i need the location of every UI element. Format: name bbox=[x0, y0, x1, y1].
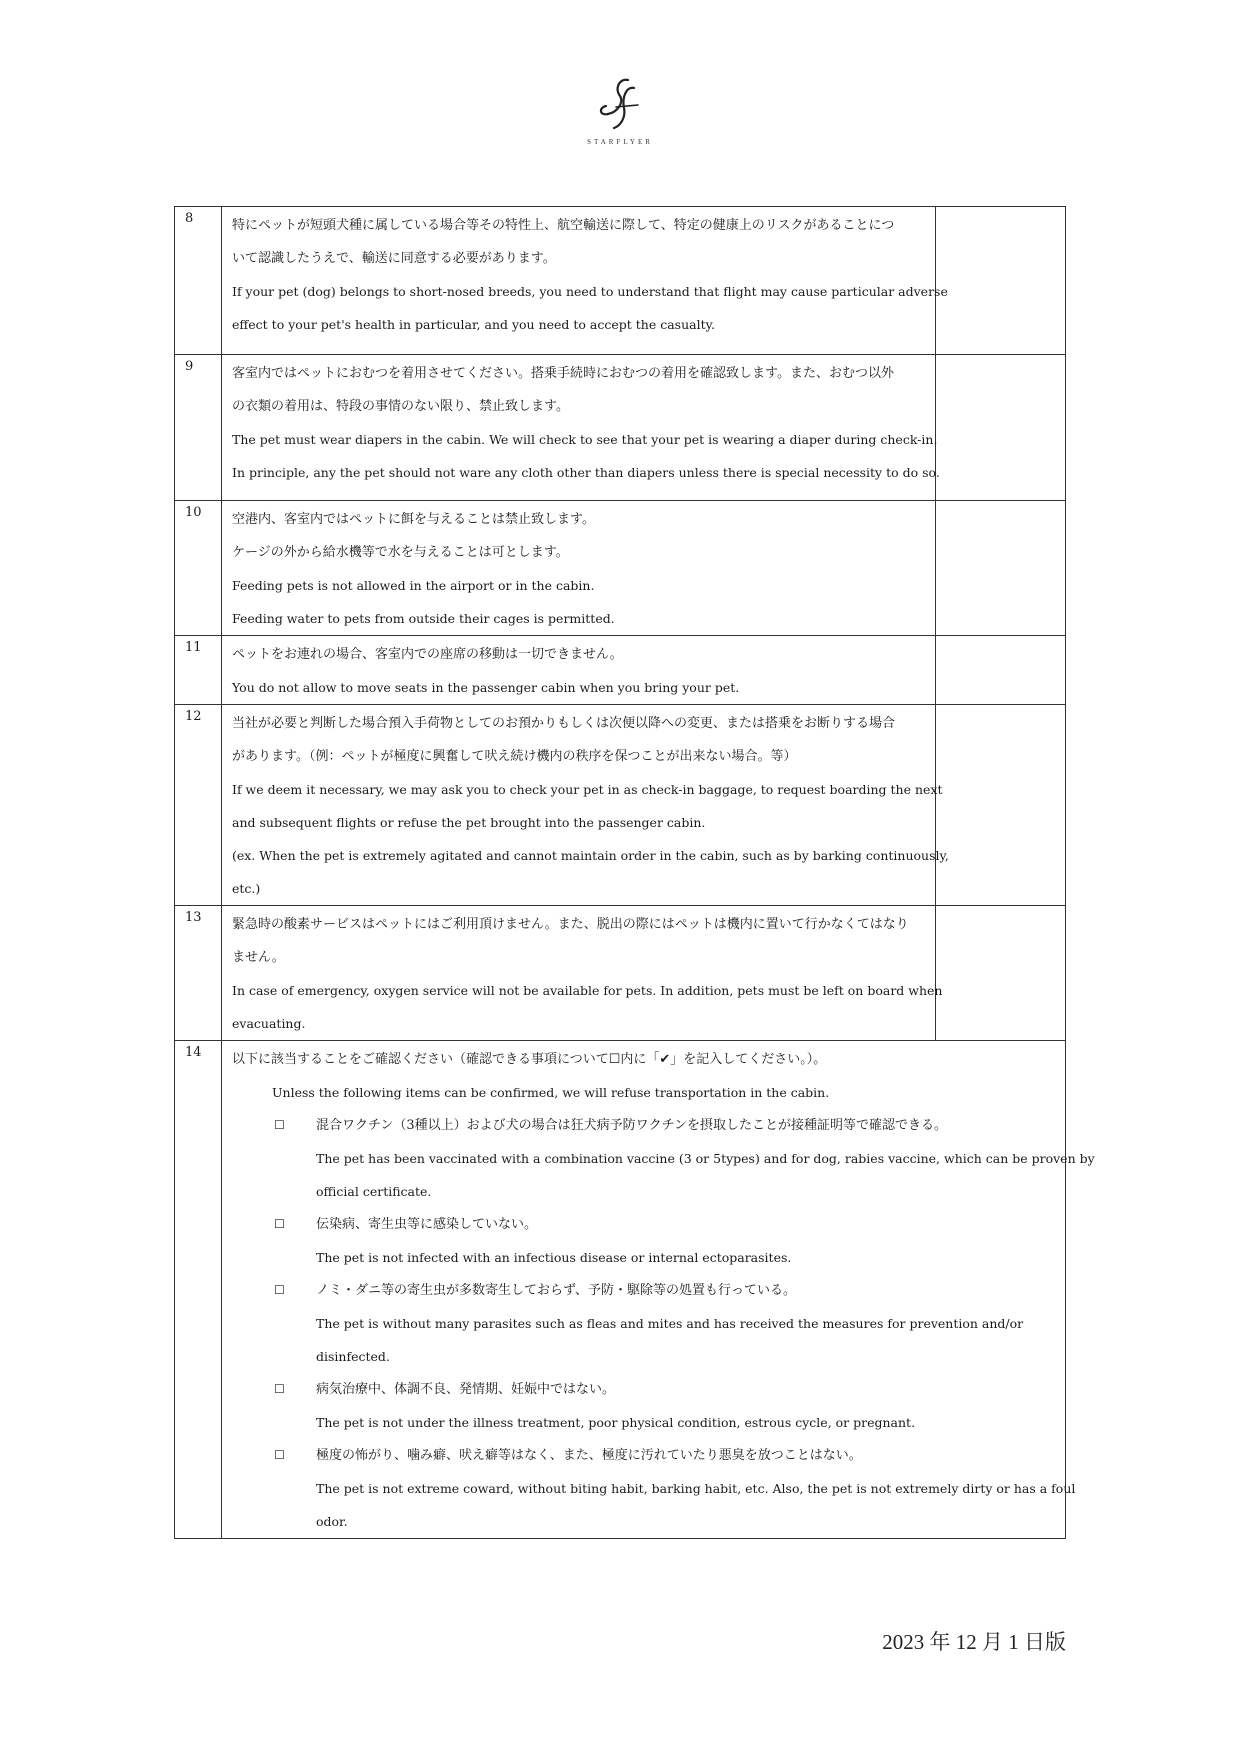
row-number: 11 bbox=[175, 636, 222, 705]
checklist-item-ja: 混合ワクチン（3種以上）および犬の場合は狂犬病予防ワクチンを摂取したことが接種証明等で確認できる。 bbox=[316, 1118, 947, 1133]
row-number: 10 bbox=[175, 501, 222, 636]
row-text bbox=[222, 1041, 1095, 1539]
confirmation-cell[interactable] bbox=[936, 501, 1066, 636]
checklist-item-en: The pet is not infected with an infectious disease or internal ectoparasites. bbox=[316, 1250, 792, 1265]
checkbox[interactable]: ☐ bbox=[274, 1382, 285, 1396]
text-line: If your pet (dog) belongs to short-nosed breeds, you need to understand that flight may cause particular adverse bbox=[232, 284, 948, 299]
checklist-item-en: The pet is not under the illness treatment, poor physical condition, estrous cycle, or pregnant. bbox=[316, 1415, 916, 1430]
logo-wordmark: STARFLYER bbox=[587, 138, 653, 146]
checklist-item bbox=[232, 1109, 1095, 1208]
text-line: You do not allow to move seats in the passenger cabin when you bring your pet. bbox=[232, 680, 740, 695]
row-number: 8 bbox=[175, 207, 222, 355]
text-line: effect to your pet's health in particular, and you need to accept the casualty. bbox=[232, 317, 715, 332]
checklist-item-ja: 伝染病、寄生虫等に感染していない。 bbox=[316, 1217, 538, 1232]
checklist-item-en: disinfected. bbox=[316, 1349, 390, 1364]
row-text bbox=[222, 207, 948, 355]
text-line: In principle, any the pet should not ware any cloth other than diapers unless there is special necessity to do so. bbox=[232, 465, 940, 480]
row-text bbox=[222, 636, 936, 705]
checkbox[interactable]: ☐ bbox=[274, 1217, 285, 1231]
text-line: etc.) bbox=[232, 881, 261, 896]
confirmation-cell[interactable] bbox=[936, 906, 1066, 1041]
checklist-item-en: odor. bbox=[316, 1514, 348, 1529]
text-line: ペットをお連れの場合、客室内での座席の移動は一切できません。 bbox=[232, 647, 623, 662]
checklist-item-ja: ノミ・ダニ等の寄生虫が多数寄生しておらず、予防・駆除等の処置も行っている。 bbox=[316, 1283, 796, 1298]
row-text bbox=[222, 355, 940, 501]
text-line: 客室内ではペットにおむつを着用させてください。搭乗手続時におむつの着用を確認致します。また、おむつ以外 bbox=[232, 366, 894, 381]
text-line: The pet must wear diapers in the cabin. We will check to see that your pet is wearing a diaper during check-in. bbox=[232, 432, 938, 447]
text-line: 空港内、客室内ではペットに餌を与えることは禁止致します。 bbox=[232, 512, 595, 527]
confirmation-cell[interactable] bbox=[936, 355, 1066, 501]
checklist-instruction: 以下に該当することをご確認ください（確認できる事項について☐内に「✔」を記入してください。）。 bbox=[232, 1052, 827, 1067]
checklist-item bbox=[232, 1274, 1055, 1373]
text-line: (ex. When the pet is extremely agitated and cannot maintain order in the cabin, such as by barking continuously, bbox=[232, 848, 949, 863]
checklist-item-en: The pet has been vaccinated with a combination vaccine (3 or 5types) and for dog, rabies vaccine, which can be proven by bbox=[316, 1151, 1095, 1166]
text-line: 緊急時の酸素サービスはペットにはご利用頂けません。また、脱出の際にはペットは機内に置いて行かなくてはなり bbox=[232, 917, 909, 932]
table-row bbox=[175, 355, 1066, 501]
checklist-item-en: The pet is not extreme coward, without biting habit, barking habit, etc. Also, the pet is not extremely dirty or has a foul bbox=[316, 1481, 1076, 1496]
text-line: evacuating. bbox=[232, 1016, 306, 1031]
row-number: 12 bbox=[175, 705, 222, 906]
pet-rules-table bbox=[174, 206, 1095, 1539]
row-number: 14 bbox=[175, 1041, 222, 1539]
checklist-item bbox=[232, 1373, 1055, 1439]
checklist-item bbox=[232, 1208, 1055, 1274]
table-row bbox=[175, 207, 1066, 355]
confirmation-cell[interactable] bbox=[936, 636, 1066, 705]
table-row bbox=[175, 636, 1066, 705]
table-row bbox=[175, 705, 1066, 906]
table-row bbox=[175, 906, 1066, 1041]
text-line: ません。 bbox=[232, 950, 285, 965]
text-line: 特にペットが短頭犬種に属している場合等その特性上、航空輸送に際して、特定の健康上のリスクがあることにつ bbox=[232, 218, 895, 233]
text-line: In case of emergency, oxygen service will not be available for pets. In addition, pets must be left on board when bbox=[232, 983, 943, 998]
edition-date: 2023 年 12 月 1 日版 bbox=[882, 1630, 1066, 1654]
text-line: があります。（例：ペットが極度に興奮して吠え続け機内の秩序を保つことが出来ない場合。等） bbox=[232, 749, 797, 764]
starflyer-logo bbox=[570, 74, 670, 146]
checkbox[interactable]: ☐ bbox=[274, 1448, 285, 1462]
text-line: 当社が必要と判断した場合預入手荷物としてのお預かりもしくは次便以降への変更、または搭乗をお断りする場合 bbox=[232, 716, 896, 731]
row-number: 13 bbox=[175, 906, 222, 1041]
checklist-note: Unless the following items can be confirmed, we will refuse transportation in the cabin. bbox=[272, 1085, 830, 1100]
text-line: ケージの外から給水機等で水を与えることは可とします。 bbox=[232, 545, 569, 560]
checklist-item-ja: 極度の怖がり、噛み癖、吠え癖等はなく、また、極度に汚れていたり悪臭を放つことはない。 bbox=[316, 1448, 862, 1463]
confirmation-cell[interactable] bbox=[936, 207, 1066, 355]
table-row bbox=[175, 1041, 1066, 1539]
checklist-item-en: The pet is without many parasites such as fleas and mites and has received the measures for prevention and/or bbox=[316, 1316, 1024, 1331]
row-number: 9 bbox=[175, 355, 222, 501]
table-row bbox=[175, 501, 1066, 636]
checkbox[interactable]: ☐ bbox=[274, 1283, 285, 1297]
checklist-item bbox=[232, 1439, 1076, 1538]
row-text bbox=[222, 501, 936, 636]
text-line: いて認識したうえで、輸送に同意する必要があります。 bbox=[232, 251, 556, 266]
text-line: and subsequent flights or refuse the pet brought into the passenger cabin. bbox=[232, 815, 706, 830]
row-text bbox=[222, 906, 943, 1041]
checklist-item-ja: 病気治療中、体調不良、発情期、妊娠中ではない。 bbox=[316, 1382, 616, 1397]
text-line: Feeding pets is not allowed in the airport or in the cabin. bbox=[232, 578, 595, 593]
starflyer-monogram-icon bbox=[590, 74, 650, 134]
row-text bbox=[222, 705, 949, 906]
checkbox[interactable]: ☐ bbox=[274, 1118, 285, 1132]
text-line: Feeding water to pets from outside their cages is permitted. bbox=[232, 611, 615, 626]
text-line: の衣類の着用は、特段の事情のない限り、禁止致します。 bbox=[232, 399, 569, 414]
text-line: If we deem it necessary, we may ask you to check your pet in as check-in baggage, to request boarding the next bbox=[232, 782, 943, 797]
confirmation-cell[interactable] bbox=[936, 705, 1066, 906]
checklist-item-en: official certificate. bbox=[316, 1184, 432, 1199]
